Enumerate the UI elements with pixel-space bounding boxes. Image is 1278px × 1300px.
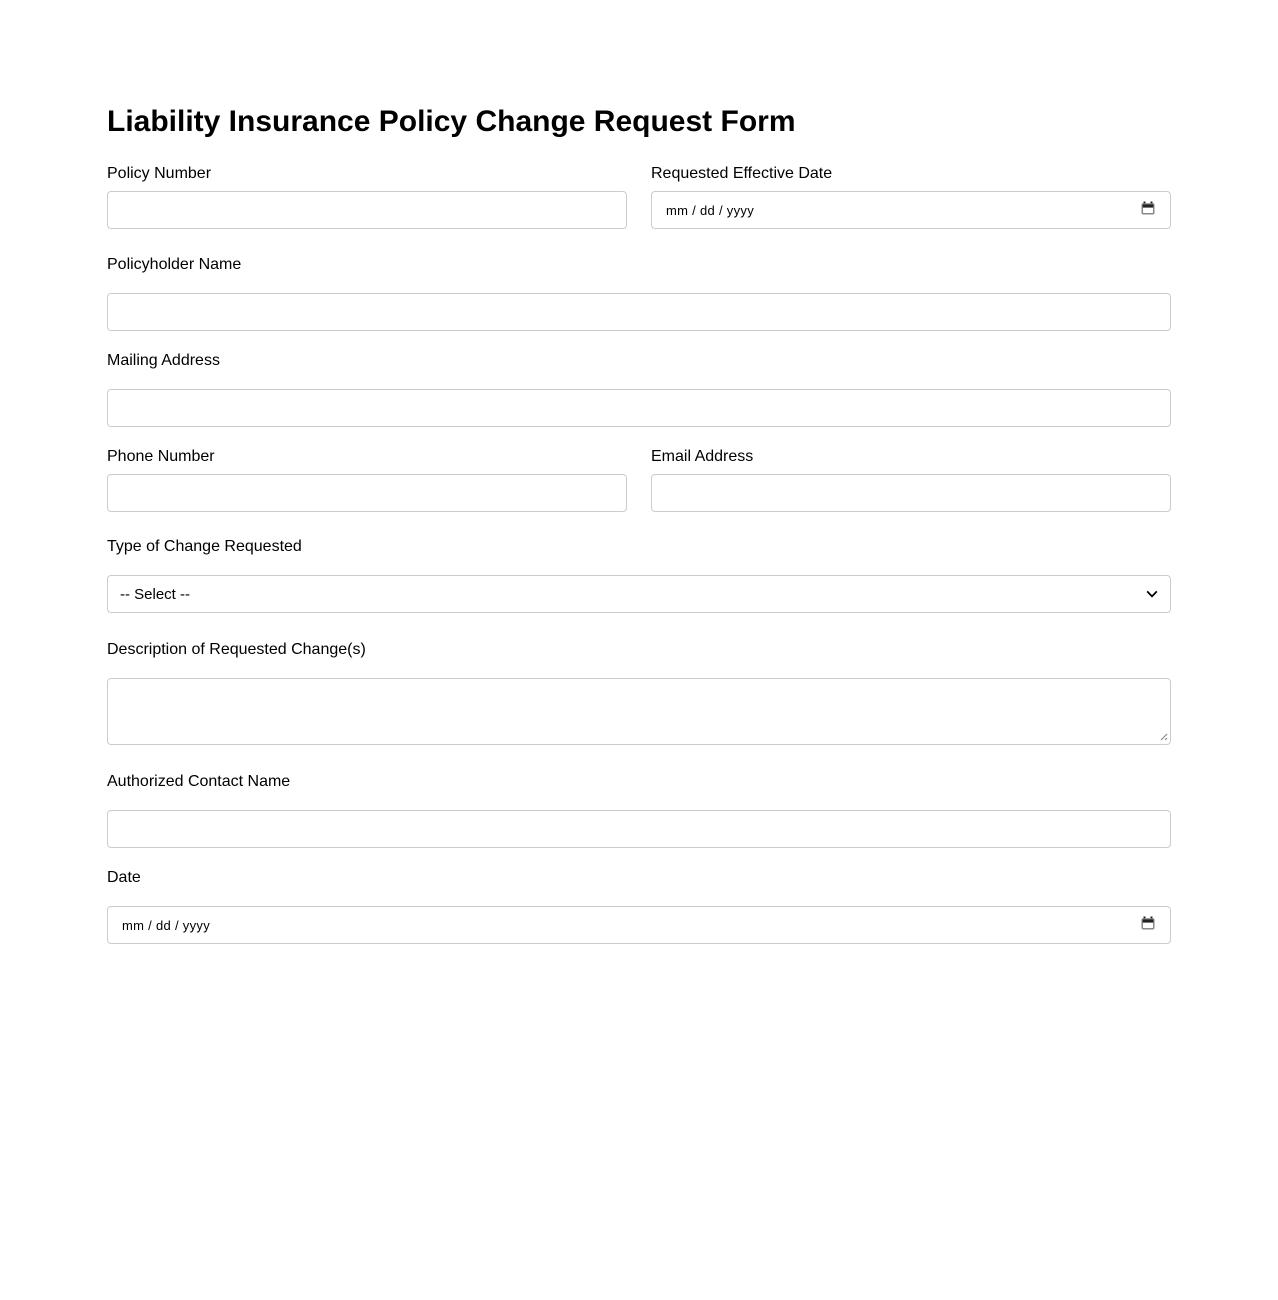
- policy-number-label: Policy Number: [107, 165, 212, 182]
- policy-number-input[interactable]: [107, 191, 627, 229]
- date-placeholder-text: mm / dd / yyyy: [122, 917, 210, 933]
- email-address-label: Email Address: [651, 448, 754, 465]
- page-title: Liability Insurance Policy Change Request Form: [107, 105, 796, 138]
- type-of-change-select-wrap: [107, 575, 1171, 613]
- resize-handle-icon[interactable]: [1158, 731, 1168, 741]
- type-of-change-field: [107, 537, 1171, 613]
- policyholder-name-field: [107, 255, 1171, 331]
- description-label: Description of Requested Change(s): [107, 641, 366, 658]
- phone-number-label: Phone Number: [107, 448, 215, 465]
- date-placeholder-text: mm / dd / yyyy: [666, 202, 754, 218]
- row-phone-and-email: [107, 447, 1171, 512]
- date-field: [107, 868, 1171, 944]
- mailing-address-input[interactable]: [107, 389, 1171, 427]
- mailing-address-field: [107, 351, 1171, 427]
- requested-effective-date-field: [651, 164, 1171, 229]
- authorized-contact-name-input[interactable]: [107, 810, 1171, 848]
- mailing-address-label: Mailing Address: [107, 352, 220, 369]
- requested-effective-date-label: Requested Effective Date: [651, 165, 833, 182]
- date-label: Date: [107, 869, 141, 886]
- type-of-change-select[interactable]: [107, 575, 1171, 613]
- description-textarea[interactable]: [107, 678, 1171, 745]
- type-of-change-label: Type of Change Requested: [107, 538, 302, 555]
- date-input[interactable]: [107, 906, 1171, 944]
- description-field: [107, 640, 1171, 745]
- policyholder-name-label: Policyholder Name: [107, 256, 242, 273]
- email-address-input[interactable]: [651, 474, 1171, 512]
- phone-number-field: [107, 447, 627, 512]
- policy-change-form: [107, 164, 1171, 944]
- calendar-icon[interactable]: [1140, 915, 1156, 936]
- authorized-contact-name-field: [107, 772, 1171, 848]
- phone-number-input[interactable]: [107, 474, 627, 512]
- policyholder-name-input[interactable]: [107, 293, 1171, 331]
- policy-number-field: [107, 164, 627, 229]
- description-textarea-wrap: [107, 678, 1171, 745]
- authorized-contact-name-label: Authorized Contact Name: [107, 773, 291, 790]
- calendar-icon[interactable]: [1140, 200, 1156, 221]
- form-container: [107, 0, 1171, 944]
- email-address-field: [651, 447, 1171, 512]
- row-policy-and-date: [107, 164, 1171, 229]
- requested-effective-date-input[interactable]: [651, 191, 1171, 229]
